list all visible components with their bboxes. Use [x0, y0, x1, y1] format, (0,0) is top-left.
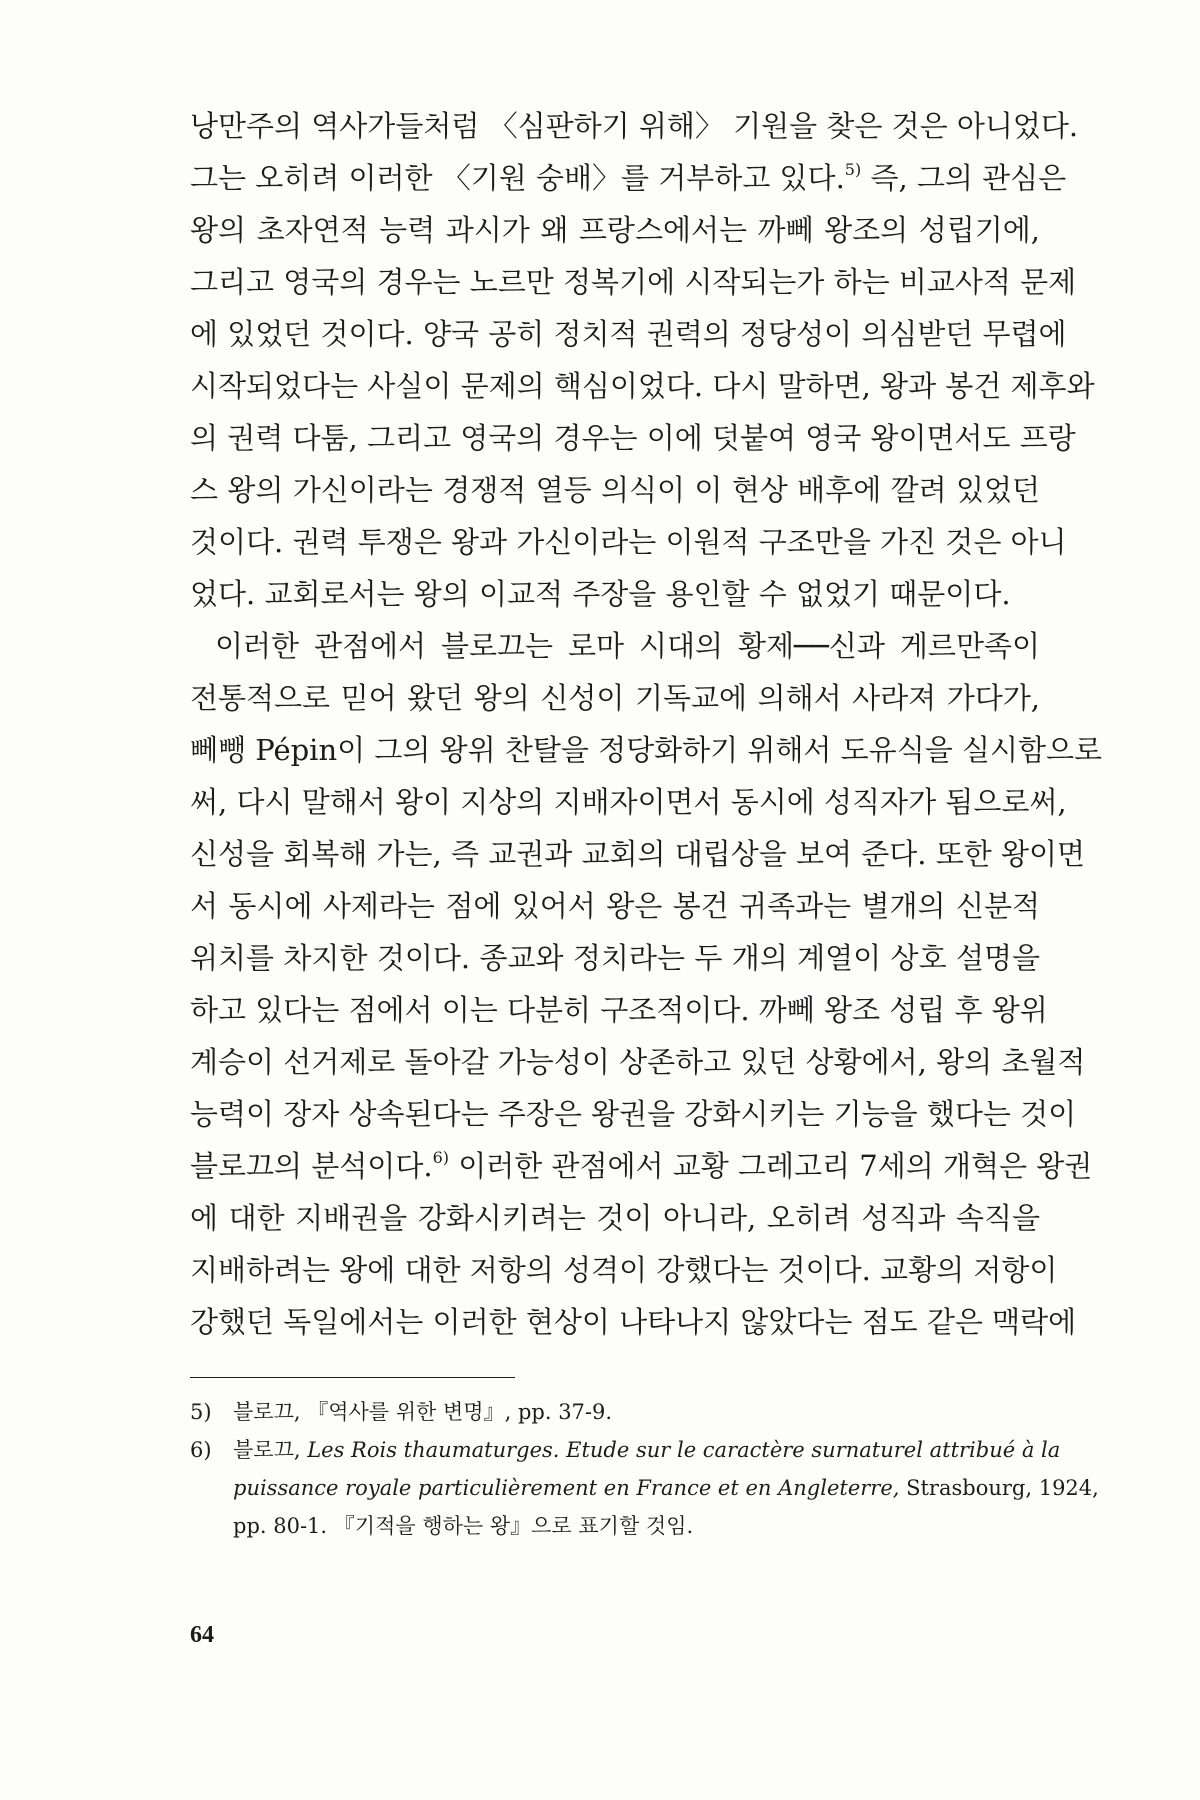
text-segment: 즉, 그의 관심은: [870, 161, 1067, 195]
text-line: 능력이 장자 상속된다는 주장은 왕권을 강화시키는 기능을 했다는 것이: [190, 1097, 1077, 1131]
footnote-pages: pp. 37-9.: [517, 1400, 613, 1424]
text-line: 것이다. 권력 투쟁은 왕과 가신이라는 이원적 구조만을 가진 것은 아니: [190, 525, 1067, 559]
text-line: 에 있었던 것이다. 양국 공히 정치적 권력의 정당성이 의심받던 무렵에: [190, 317, 1067, 351]
text-line: 계승이 선거제로 돌아갈 가능성이 상존하고 있던 상황에서, 왕의 초월적: [190, 1045, 1086, 1079]
footnote-reference: 6): [432, 1148, 449, 1167]
text-line: 뻬뺑 Pépin이 그의 왕위 찬탈을 정당화하기 위해서 도유식을 실시함으로: [190, 733, 1103, 767]
footnote-author: 블로끄,: [233, 1438, 301, 1462]
footnote-6-continued: [190, 1469, 1099, 1507]
text-line: 이러한 관점에서 블로끄는 로마 시대의 황제──신과 게르만족이: [215, 629, 1040, 663]
text-line: 서 동시에 사제라는 점에 있어서 왕은 봉건 귀족과는 별개의 신분적: [190, 889, 1040, 923]
text-line: 었다. 교회로서는 왕의 이교적 주장을 용인할 수 없었기 때문이다.: [190, 577, 1011, 611]
text-segment: 블로끄의 분석이다.: [190, 1149, 433, 1183]
text-line: 스 왕의 가신이라는 경쟁적 열등 의식이 이 현상 배후에 깔려 있었던: [190, 473, 1040, 507]
text-line: 왕의 초자연적 능력 과시가 왜 프랑스에서는 까뻬 왕조의 성립기에,: [190, 213, 1040, 247]
text-line: 시작되었다는 사실이 문제의 핵심이었다. 다시 말하면, 왕과 봉건 제후와: [190, 369, 1095, 403]
text-segment: 이러한 관점에서 교황 그레고리 7세의 개혁은 왕권: [458, 1149, 1093, 1183]
footnote-divider: [190, 1377, 515, 1378]
footnote-5: [190, 1393, 1050, 1431]
text-line: 신성을 회복해 가는, 즉 교권과 교회의 대립상을 보여 준다. 또한 왕이면: [190, 837, 1086, 871]
text-line: 에 대한 지배권을 강화시키려는 것이 아니라, 오히려 성직과 속직을: [190, 1201, 1040, 1235]
footnote-6: [190, 1431, 1061, 1469]
footnote-number: 6): [190, 1438, 212, 1462]
text-line: 그리고 영국의 경우는 노르만 정복기에 시작되는가 하는 비교사적 문제: [190, 265, 1077, 299]
footnote-reference: 5): [844, 160, 862, 179]
footnotes: [190, 1393, 1099, 1545]
body-text: [190, 100, 1103, 1348]
footnote-number: 5): [190, 1400, 212, 1424]
page-number: 64: [190, 1622, 214, 1648]
text-line: [190, 1140, 1093, 1192]
footnote-title: 『역사를 위한 변명』,: [307, 1400, 512, 1424]
text-line: 지배하려는 왕에 대한 저항의 성격이 강했다는 것이다. 교황의 저항이: [190, 1253, 1058, 1287]
footnote-title: Les Rois thaumaturges. Etude sur le caractère surnaturel attribué à la: [307, 1438, 1061, 1462]
text-line: 낭만주의 역사가들처럼 〈심판하기 위해〉 기원을 찾은 것은 아니었다.: [190, 109, 1079, 143]
text-line: 써, 다시 말해서 왕이 지상의 지배자이면서 동시에 성직자가 됨으로써,: [190, 785, 1067, 819]
footnote-pages: pp. 80-1.: [233, 1514, 328, 1538]
footnote-title: puissance royale particulièrement en France et en Angleterre,: [233, 1476, 900, 1500]
text-line: 하고 있다는 점에서 이는 다분히 구조적이다. 까뻬 왕조 성립 후 왕위: [190, 993, 1048, 1027]
footnote-author: 블로끄,: [233, 1400, 301, 1424]
text-line: 의 권력 다툼, 그리고 영국의 경우는 이에 덧붙여 영국 왕이면서도 프랑: [190, 421, 1076, 455]
text-line: 강했던 독일에서는 이러한 현상이 나타나지 않았다는 점도 같은 맥락에: [190, 1305, 1077, 1339]
footnote-6-continued: [190, 1507, 1050, 1545]
footnote-note: 『기적을 행하는 왕』으로 표기할 것임.: [333, 1514, 694, 1538]
footnote-place-year: Strasbourg, 1924,: [906, 1476, 1099, 1500]
text-line: 위치를 차지한 것이다. 종교와 정치라는 두 개의 계열이 상호 설명을: [190, 941, 1040, 975]
text-line: [190, 152, 1067, 204]
text-line: 전통적으로 믿어 왔던 왕의 신성이 기독교에 의해서 사라져 가다가,: [190, 681, 1040, 715]
text-segment: 그는 오히려 이러한 〈기원 숭배〉를 거부하고 있다.: [190, 161, 845, 195]
